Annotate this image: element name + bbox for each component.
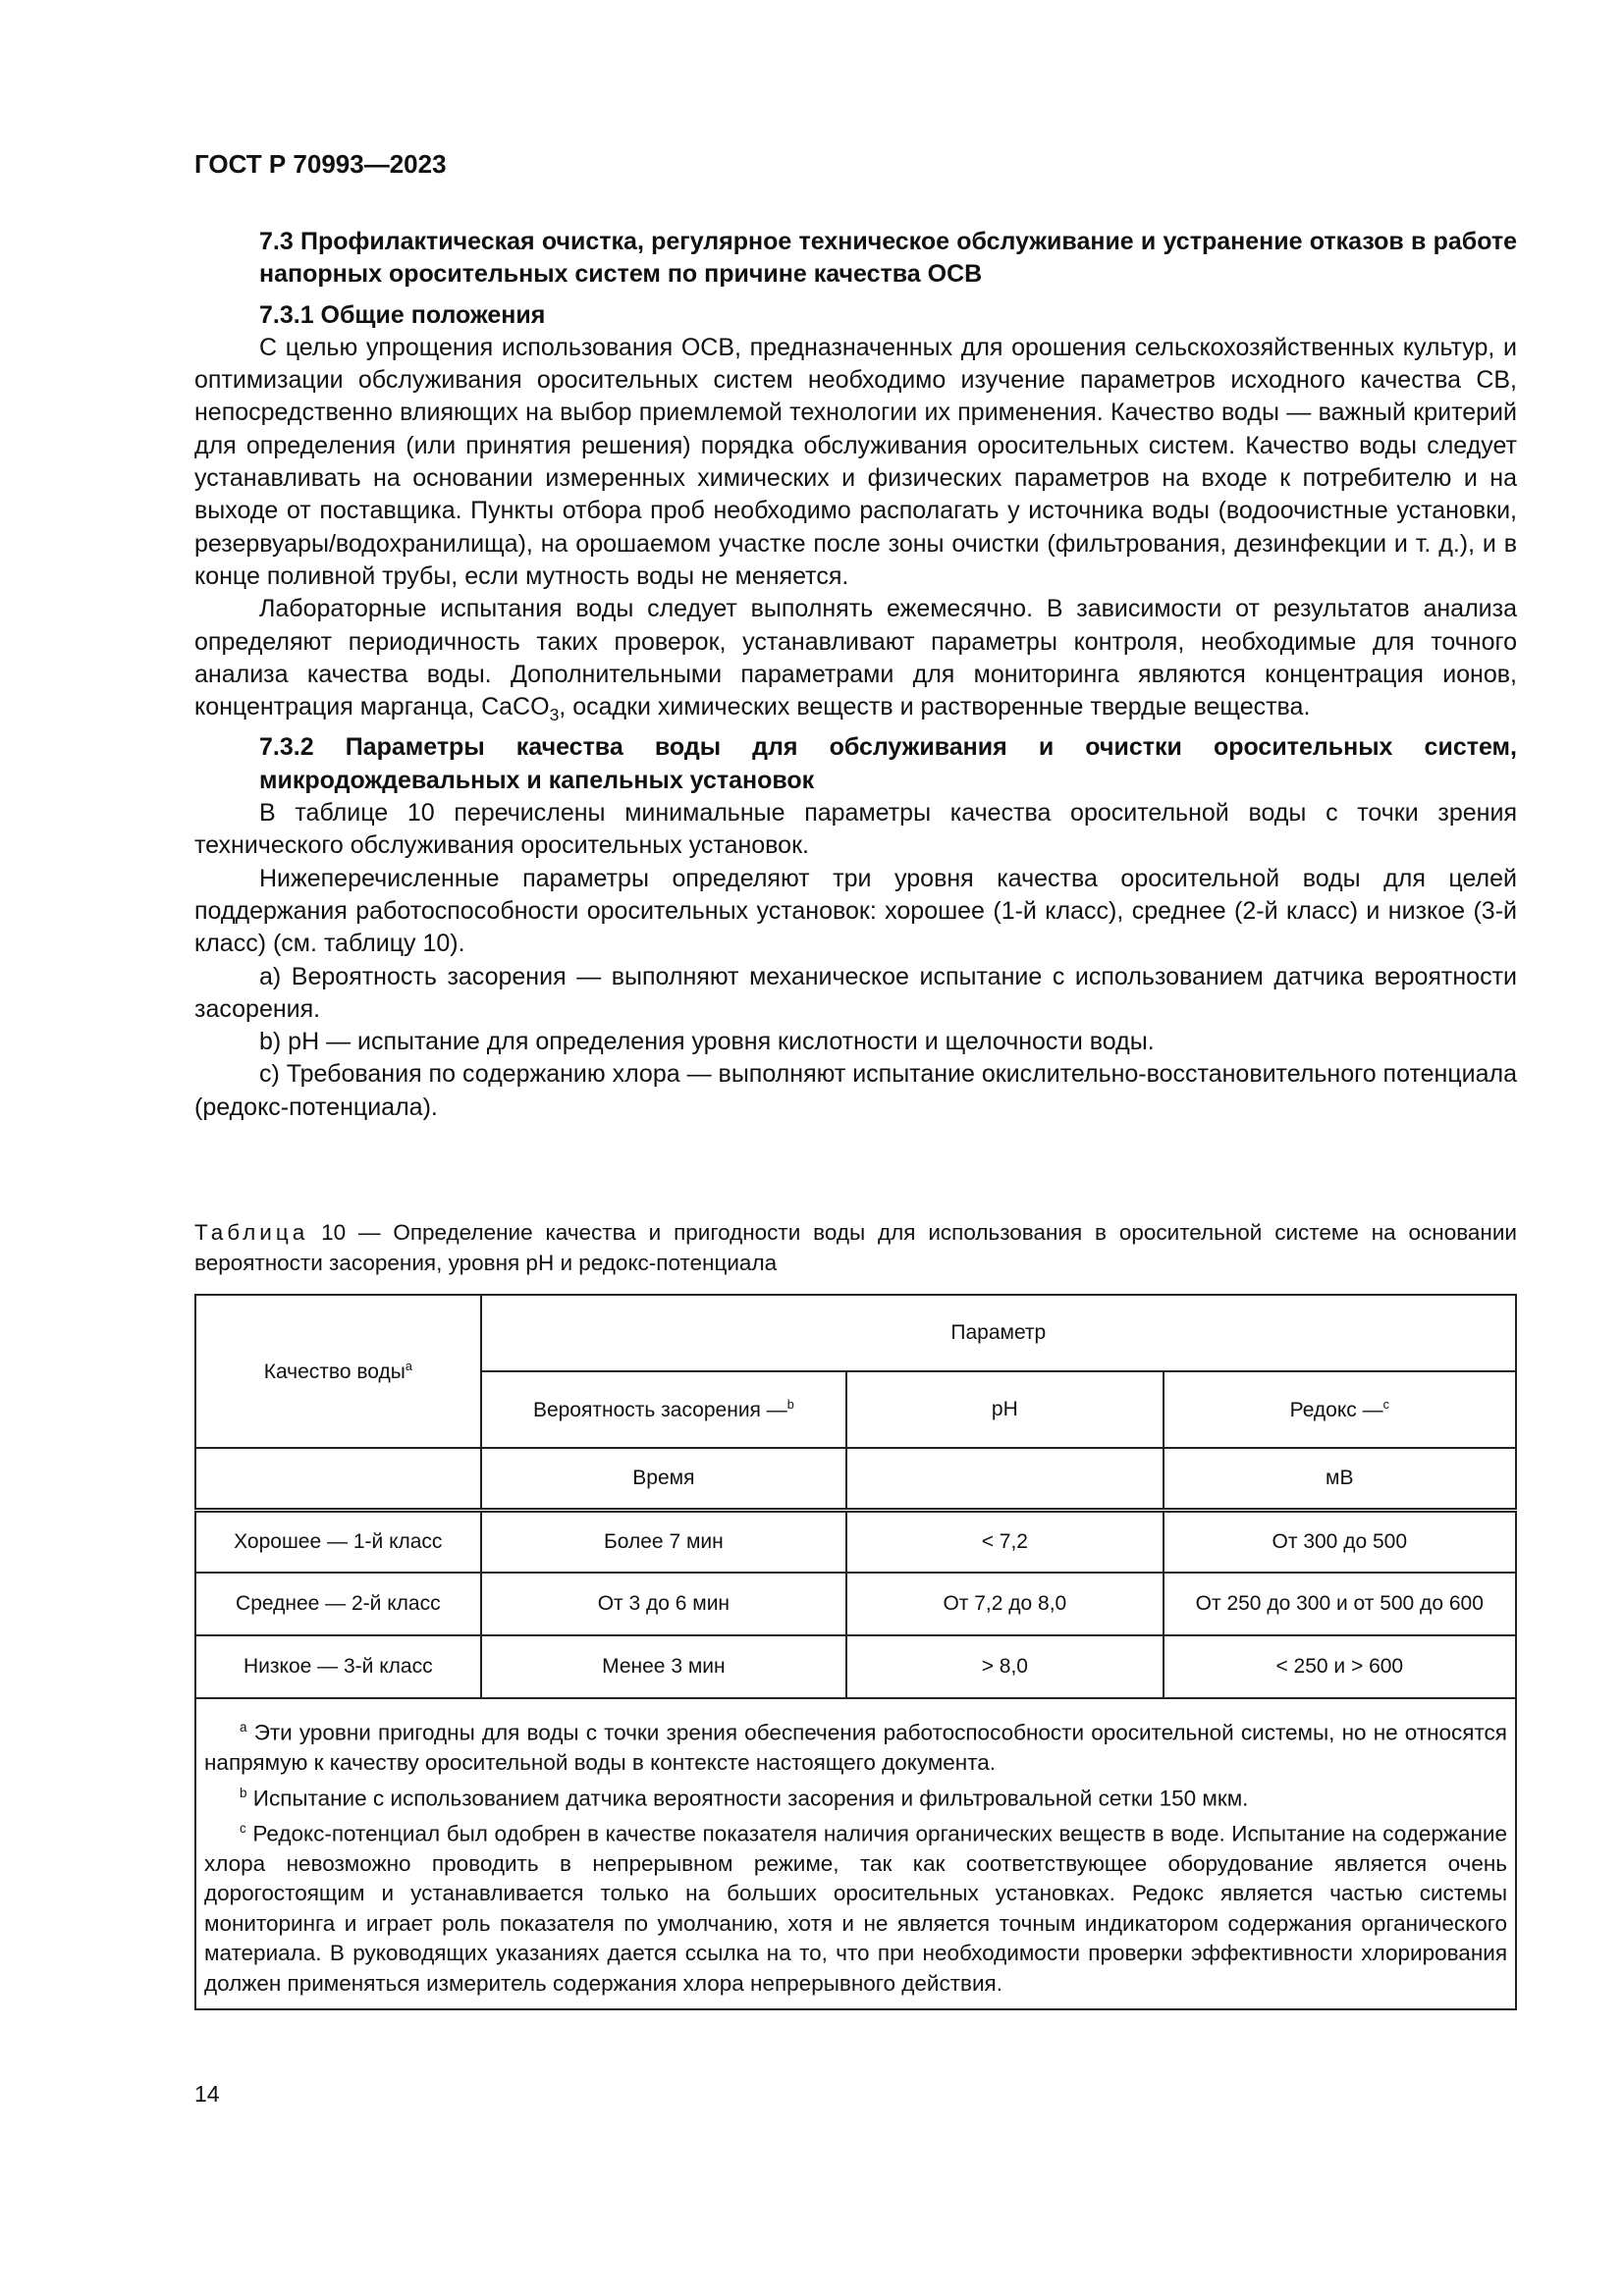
header-redox (1164, 1371, 1516, 1448)
footnote-ref: b (786, 1397, 794, 1412)
table-row (195, 1635, 1516, 1698)
text: , осадки химических веществ и растворенные твердые вещества. (559, 693, 1311, 721)
cell: > 8,0 (846, 1635, 1163, 1698)
header-parameter: Параметр (481, 1295, 1516, 1371)
list-item: b) pH — испытание для определения уровня кислотности и щелочности воды. (259, 1028, 1155, 1056)
cell: < 7,2 (846, 1510, 1163, 1573)
caption-label: Таблица (194, 1220, 309, 1245)
section-heading-7-3-1: 7.3.1 Общие положения (259, 300, 546, 329)
page-number: 14 (194, 2081, 220, 2107)
paragraph (194, 593, 1517, 731)
cell: Менее 3 мин (481, 1635, 847, 1698)
subscript: 3 (549, 705, 560, 725)
paragraph: В таблице 10 перечислены минимальные параметры качества оросительной воды с точки зрения технического обслуживания оросительных установок. (194, 799, 1517, 860)
cell: От 3 до 6 мин (481, 1573, 847, 1635)
table-footnotes (195, 1698, 1516, 2009)
footnote-mark: a (240, 1720, 247, 1735)
text: Эти уровни пригодны для воды с точки зрения обеспечения работоспособности оросительной системы, но не относятся напрямую к качеству оросительной воды в контексте настоящего документа. (204, 1720, 1507, 1775)
cell: < 250 и > 600 (1164, 1635, 1516, 1698)
footnote-ref: c (1382, 1397, 1389, 1412)
text: Вероятность засорения — (532, 1398, 787, 1421)
section-heading-7-3-2: 7.3.2 Параметры качества воды для обслуживания и очистки оросительных систем, микродождевальных и капельных установок (259, 733, 1517, 794)
list-item: a) Вероятность засорения — выполняют механическое испытание с использованием датчика вероятности засорения. (194, 962, 1517, 1023)
footnote-ref: a (405, 1359, 412, 1373)
table-row (195, 1510, 1516, 1573)
unit-time: Время (481, 1448, 847, 1510)
table-caption (194, 1217, 1517, 1278)
text: Испытание с использованием датчика вероятности засорения и фильтровальной сетки 150 мкм. (252, 1786, 1249, 1810)
text: Редокс-потенциал был одобрен в качестве показателя наличия органических веществ в воде. Испытание на содержание хлора невозможно проводить в непрерывном режиме, так как соответствующее оборудование является очень дорогостоящим и устанавливается только на больших оросительных установках. Редокс является частью системы мониторинга и играет роль показателя по умолчанию, хотя и не является точным индикатором содержания органического материала. В руководящих указаниях дается ссылка на то, что при необходимости проверки эффективности хлорирования должен применяться измеритель содержания хлора непрерывного действия. (204, 1821, 1507, 1996)
cell: Хорошее — 1-й класс (195, 1510, 481, 1573)
header-ph: pH (846, 1371, 1163, 1448)
list-item: c) Требования по содержанию хлора — выполняют испытание окислительно-восстановительного потенциала (редокс-потенциала). (194, 1060, 1517, 1121)
header-clogging (481, 1371, 847, 1448)
table-row (195, 1573, 1516, 1635)
caption-text: 10 — Определение качества и пригодности воды для использования в оросительной системе на основании вероятности засорения, уровня pH и редокс-потенциала (194, 1220, 1517, 1275)
text: Редокс — (1289, 1398, 1383, 1421)
footnote-mark: c (240, 1820, 246, 1836)
footnote-a (204, 1713, 1507, 1779)
cell: От 250 до 300 и от 500 до 600 (1164, 1573, 1516, 1635)
water-quality-table (194, 1294, 1517, 2010)
text: Лабораторные испытания воды следует выполнять ежемесячно. В зависимости от результатов анализа определяют периодичность таких проверок, устанавливают параметры контроля, необходимые для точного анализа качества воды. Дополнительными параметрами для мониторинга являются концентрация ионов, концентрация марганца, CaCO (194, 595, 1517, 721)
body-text (194, 226, 1517, 1124)
unit-mv: мВ (1164, 1448, 1516, 1510)
unit-cell (195, 1448, 481, 1510)
unit-cell (846, 1448, 1163, 1510)
cell: Низкое — 3-й класс (195, 1635, 481, 1698)
footnote-c (204, 1814, 1507, 2000)
header-quality (195, 1295, 481, 1448)
cell: От 300 до 500 (1164, 1510, 1516, 1573)
paragraph: С целью упрощения использования ОСВ, предназначенных для орошения сельскохозяйственных культур, и оптимизации обслуживания оросительных систем необходимо изучение параметров исходного качества СВ, непосредственно влияющих на выбор приемлемой технологии их применения. Качество воды — важный критерий для определения (или принятия решения) порядка обслуживания оросительных систем. Качество воды следует устанавливать на основании измеренных химических и физических параметров на входе к потребителю и на выходе от поставщика. Пункты отбора проб необходимо располагать у источника воды (водоочистные установки, резервуары/водохранилища), на орошаемом участке после зоны очистки (фильтрования, дезинфекции и т. д.), и в конце поливной трубы, если мутность воды не меняется. (194, 333, 1517, 590)
cell: Среднее — 2-й класс (195, 1573, 481, 1635)
cell: Более 7 мин (481, 1510, 847, 1573)
footnote-mark: b (240, 1785, 247, 1800)
footnote-b (204, 1779, 1507, 1814)
document-header: ГОСТ Р 70993—2023 (194, 149, 447, 179)
section-heading-7-3: 7.3 Профилактическая очистка, регулярное техническое обслуживание и устранение отказов в работе напорных оросительных систем по причине качества ОСВ (259, 228, 1517, 289)
text: Качество воды (263, 1360, 406, 1383)
paragraph: Нижеперечисленные параметры определяют три уровня качества оросительной воды для целей поддержания работоспособности оросительных установок: хорошее (1-й класс), среднее (2-й класс) и низкое (3-й класс) (см. таблицу 10). (194, 864, 1517, 958)
cell: От 7,2 до 8,0 (846, 1573, 1163, 1635)
